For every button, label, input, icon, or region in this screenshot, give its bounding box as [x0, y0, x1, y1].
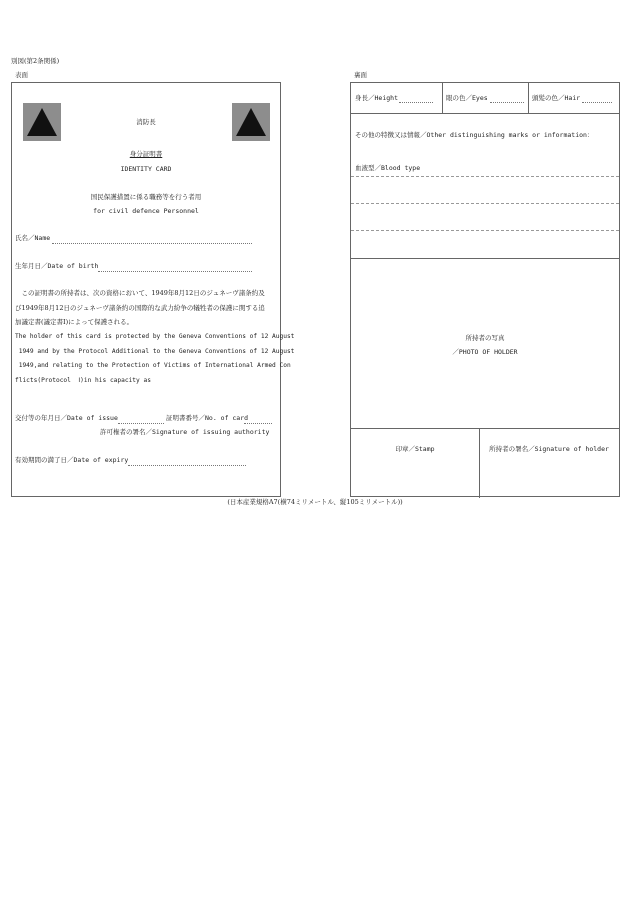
divider	[442, 83, 443, 113]
statement-en-line: 1949 and by the Protocol Additional to the Geneva Conventions of 12 August	[15, 347, 295, 355]
stamp-label: 印章／Stamp	[395, 445, 435, 453]
annex-label: 別図(第2条関係)	[11, 57, 60, 65]
blood-type-label: 血液型／Blood type	[355, 164, 421, 172]
front-label: 表面	[15, 71, 28, 79]
divider	[479, 428, 480, 498]
statement-jp	[15, 286, 279, 330]
photo-label-jp: 所持者の写真	[465, 334, 505, 342]
statement-en-line: flicts(Protocol Ⅰ)in his capacity as	[15, 376, 151, 384]
issuing-signature-label: 許可権者の署名／Signature of issuing authority	[100, 428, 270, 436]
purpose-en: for civil defence Personnel	[93, 207, 199, 215]
dashed-line	[351, 203, 619, 204]
purpose-jp: 国民保護措置に係る職務等を行う者用	[90, 193, 202, 201]
statement-jp-line: この証明書の所持者は、次の資格において、1949年8月12日のジュネーヴ諸条約及	[15, 289, 265, 297]
height-label: 身長／Height	[355, 94, 398, 102]
statement-en-line: 1949,and relating to the Protection of Victims of International Armed Con	[15, 362, 291, 369]
divider	[351, 258, 619, 259]
photo-label-en: ／PHOTO OF HOLDER	[452, 348, 518, 356]
card-title-en: IDENTITY CARD	[120, 165, 172, 173]
id-card-back	[350, 82, 620, 497]
eyes-field-line	[490, 102, 524, 103]
hair-field-line	[582, 102, 612, 103]
name-label: 氏名／Name	[15, 234, 51, 242]
dob-label: 生年月日／Date of birth	[15, 262, 99, 270]
holder-signature-label: 所持者の署名／Signature of holder	[489, 445, 609, 453]
divider	[351, 113, 619, 114]
divider	[351, 428, 619, 429]
issue-date-label: 交付等の年月日／Date of issue	[15, 414, 118, 422]
dashed-line	[351, 176, 619, 177]
expiry-field-line	[128, 465, 246, 466]
height-field-line	[399, 102, 433, 103]
statement-en-line: The holder of this card is protected by the Geneva Conventions of 12 August	[15, 333, 295, 340]
size-note: (日本産業規格A7(横74ミリメートル、縦105ミリメートル))	[227, 498, 403, 506]
name-field-line	[52, 243, 252, 244]
dob-field-line	[98, 271, 252, 272]
statement-en	[15, 330, 295, 388]
statement-jp-line: 加議定書(議定書Ⅰ)によって保護される。	[15, 318, 134, 326]
eyes-label: 眼の色／Eyes	[446, 94, 488, 102]
card-title-jp: 身分証明書	[129, 150, 163, 158]
id-card-front	[11, 82, 295, 497]
dashed-line	[351, 230, 619, 231]
distinguishing-marks-label: その他の特徴又は情報／Other distinguishing marks or information：	[355, 131, 594, 139]
issuer-title: 消防長	[136, 118, 156, 126]
card-number-field-line	[244, 423, 272, 424]
back-label: 裏面	[354, 71, 367, 79]
expiry-label: 有効期間の満了日／Date of expiry	[15, 456, 129, 464]
hair-label: 頭髪の色／Hair	[532, 94, 581, 102]
divider	[528, 83, 529, 113]
statement-jp-line: び1949年8月12日のジュネーヴ諸条約の国際的な武力紛争の犠牲者の保護に関する追	[15, 303, 265, 312]
card-number-label: 証明書番号／No. of card	[166, 414, 249, 422]
issue-date-field-line	[118, 423, 164, 424]
